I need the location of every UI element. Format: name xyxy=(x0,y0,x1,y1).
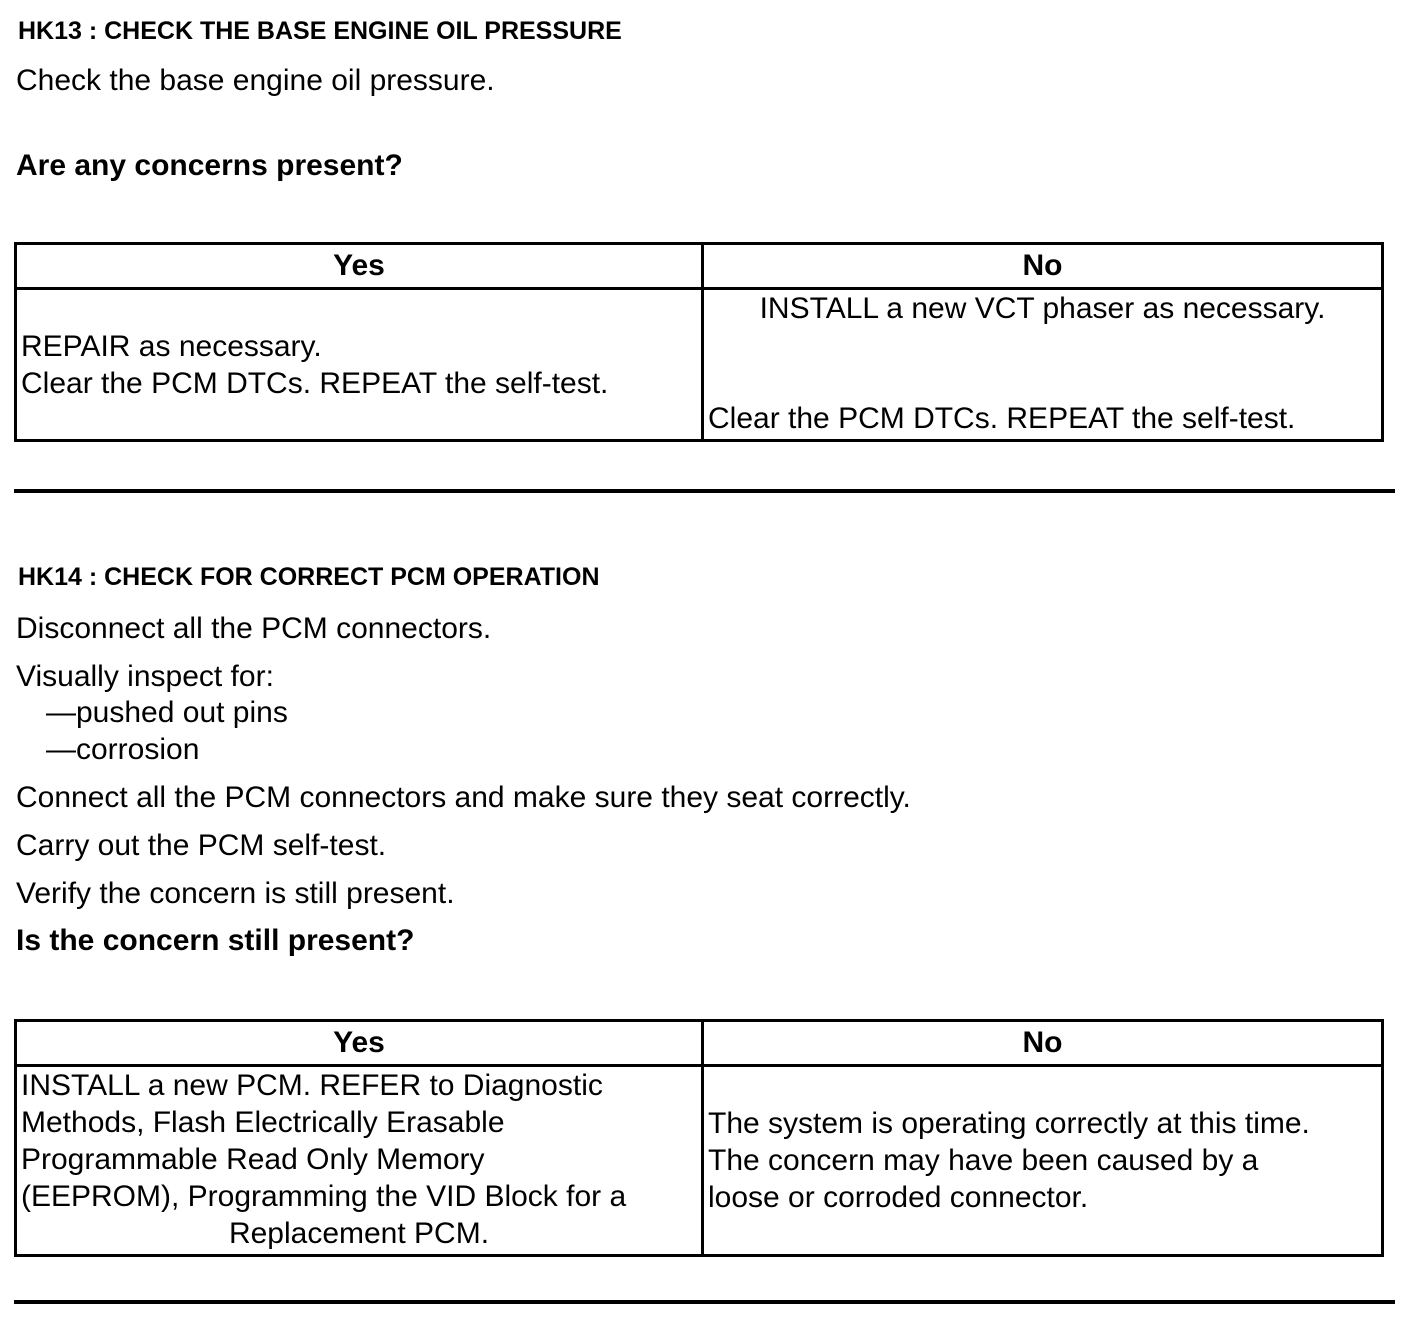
hk14-yes-cell xyxy=(16,1066,703,1256)
hk14-no-line: The concern may have been caused by a xyxy=(708,1144,1259,1177)
hk14-no-header: No xyxy=(703,1021,1383,1066)
hk13-yes-line: REPAIR as necessary. xyxy=(21,330,322,363)
hk13-no-line: INSTALL a new VCT phaser as necessary. xyxy=(759,292,1326,325)
hk14-no-cell xyxy=(703,1066,1383,1256)
hk14-step-connect: Connect all the PCM connectors and make sure they seat correctly. xyxy=(16,781,911,814)
hk14-no-line: The system is operating correctly at this time. xyxy=(708,1107,1310,1140)
hk13-yes-cell xyxy=(16,289,703,441)
hk13-yes-line: Clear the PCM DTCs. REPEAT the self-test. xyxy=(21,367,609,400)
hk14-yes-line: (EEPROM), Programming the VID Block for a xyxy=(21,1180,627,1213)
hk14-no-line: loose or corroded connector. xyxy=(708,1181,1089,1214)
hk14-yes-header: Yes xyxy=(16,1021,703,1066)
hk14-step-selftest: Carry out the PCM self-test. xyxy=(16,829,387,862)
hk14-yes-line: INSTALL a new PCM. REFER to Diagnostic xyxy=(21,1069,603,1102)
section-divider xyxy=(14,489,1395,493)
hk13-yes-header: Yes xyxy=(16,244,703,289)
hk14-inspect-item: —corrosion xyxy=(46,733,200,766)
hk13-instruction: Check the base engine oil pressure. xyxy=(16,64,495,97)
hk14-yes-line: Methods, Flash Electrically Erasable xyxy=(21,1106,505,1139)
section-divider xyxy=(14,1300,1395,1304)
hk13-no-cell xyxy=(703,289,1383,441)
hk14-step-inspect: Visually inspect for: xyxy=(16,660,274,693)
hk14-step-disconnect: Disconnect all the PCM connectors. xyxy=(16,612,492,645)
hk13-question: Are any concerns present? xyxy=(16,149,403,182)
hk13-title: HK13 : CHECK THE BASE ENGINE OIL PRESSURE xyxy=(18,17,622,45)
hk14-step-verify: Verify the concern is still present. xyxy=(16,877,455,910)
hk13-no-header: No xyxy=(703,244,1383,289)
hk14-decision-table xyxy=(14,1019,1384,1257)
hk13-no-line: Clear the PCM DTCs. REPEAT the self-test. xyxy=(708,402,1296,435)
hk14-inspect-item: —pushed out pins xyxy=(46,696,288,729)
hk14-yes-line: Programmable Read Only Memory xyxy=(21,1143,485,1176)
hk14-title: HK14 : CHECK FOR CORRECT PCM OPERATION xyxy=(18,563,600,591)
hk13-decision-table xyxy=(14,242,1384,442)
hk14-question: Is the concern still present? xyxy=(16,924,415,957)
hk14-yes-line: Replacement PCM. xyxy=(228,1217,490,1250)
